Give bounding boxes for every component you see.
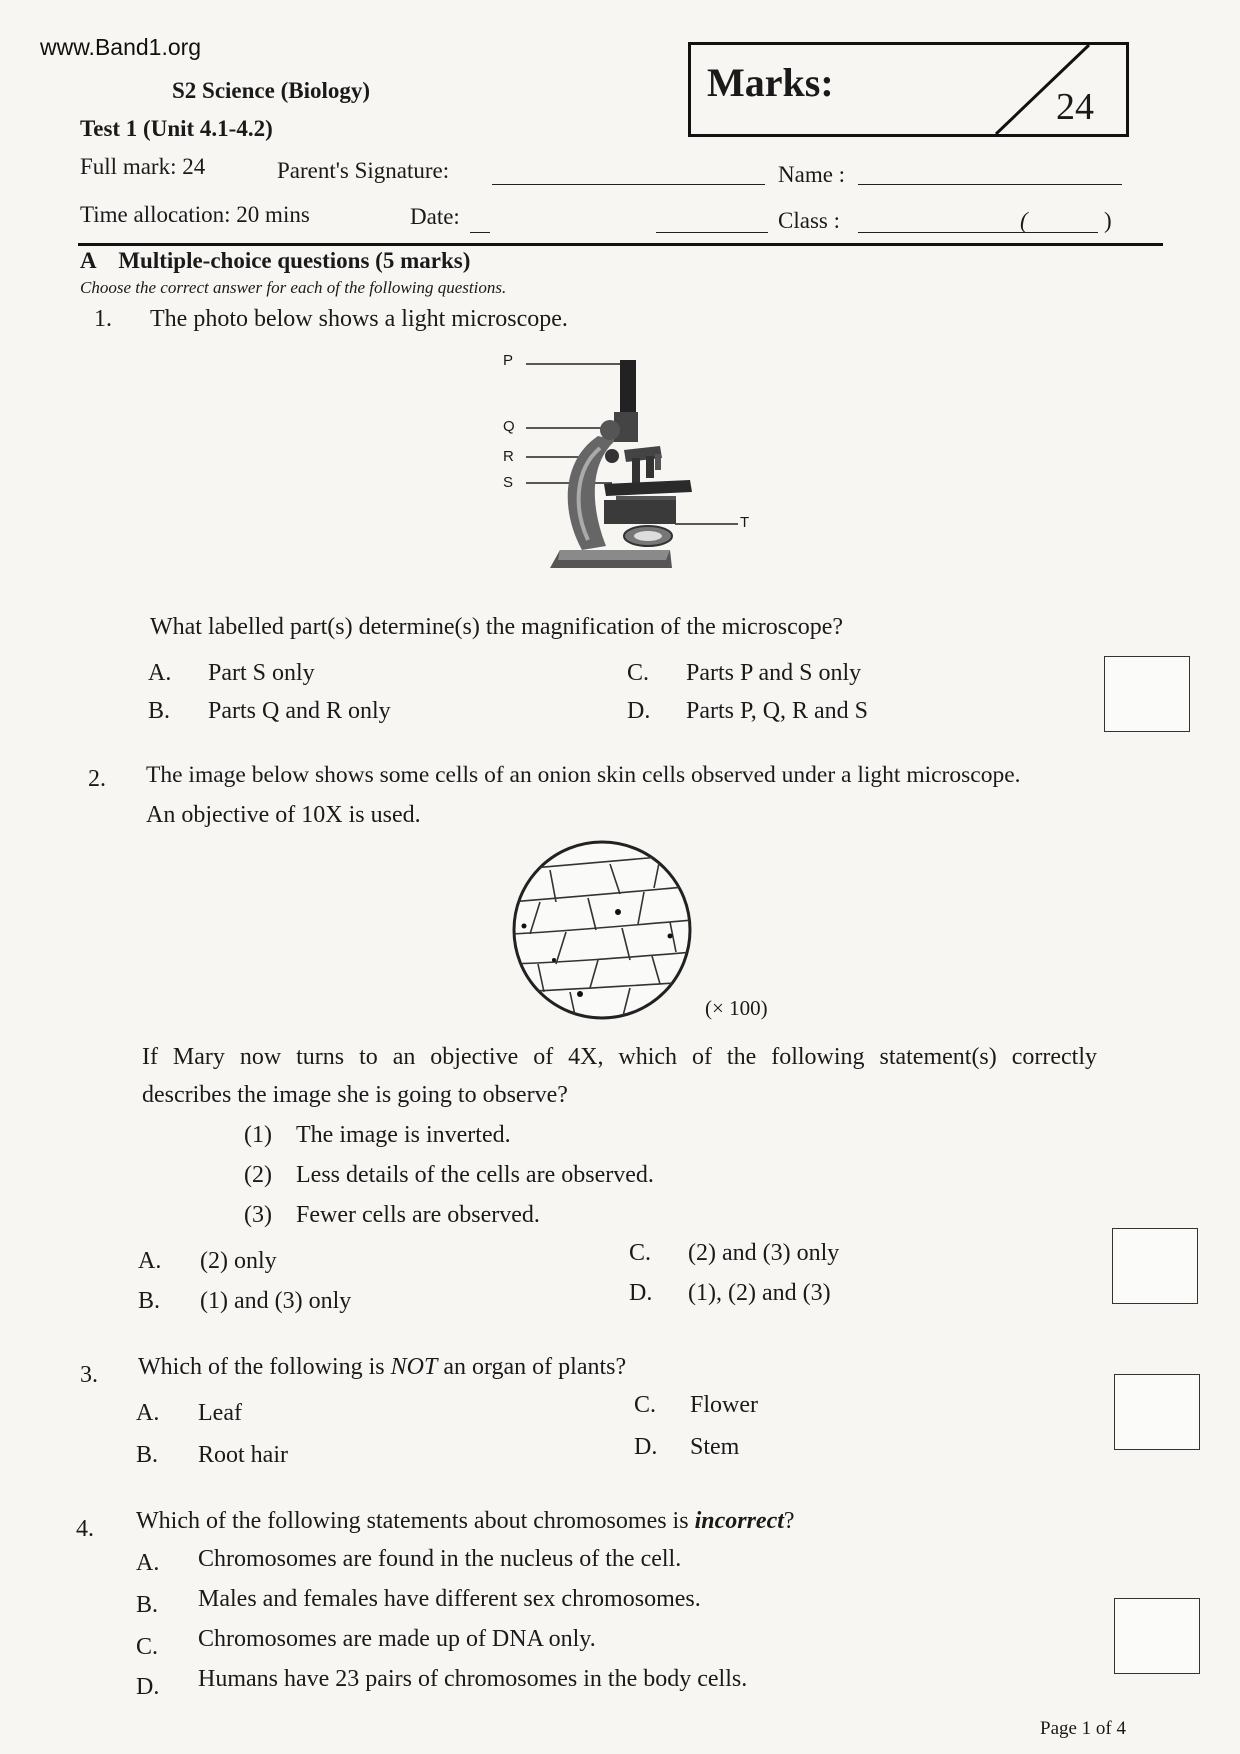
q2-option-b-letter: B. — [138, 1288, 161, 1314]
q2-option-c-letter: C. — [629, 1240, 652, 1266]
microscope-figure — [500, 350, 760, 590]
site-url: www.Band1.org — [40, 34, 202, 60]
class-label: Class : — [778, 208, 840, 233]
marks-total: 24 — [1056, 86, 1094, 128]
marks-box — [688, 42, 1129, 137]
q4-option-d-letter: D. — [136, 1674, 160, 1700]
time-allocation: Time allocation: 20 mins — [80, 202, 310, 227]
q3-option-c-letter: C. — [634, 1392, 657, 1418]
q2-question-line1: If Mary now turns to an objective of 4X, which of the following statement(s) correctly — [142, 1044, 1097, 1070]
class-number-paren-close: ) — [1104, 208, 1112, 233]
q3-option-b[interactable]: Root hair — [198, 1442, 288, 1468]
q4-option-a-letter: A. — [136, 1550, 160, 1576]
q2-question-line2: describes the image she is going to observe? — [142, 1082, 568, 1108]
q2-option-a-letter: A. — [138, 1248, 162, 1274]
q3-option-d-letter: D. — [634, 1434, 658, 1460]
q1-number: 1. — [94, 306, 112, 332]
q1-option-d-letter: D. — [627, 698, 651, 724]
q4-text-emphasis: incorrect — [694, 1508, 784, 1534]
q2-text-line2: An objective of 10X is used. — [146, 802, 421, 828]
q4-number: 4. — [76, 1516, 94, 1542]
header-rule — [78, 243, 1163, 246]
subject-title: S2 Science (Biology) — [172, 78, 371, 103]
date-label: Date: — [410, 204, 460, 229]
parent-signature-label: Parent's Signature: — [277, 158, 450, 183]
parent-signature-line[interactable] — [492, 184, 765, 185]
page-number: Page 1 of 4 — [1040, 1718, 1127, 1739]
q2-statement-2-num: (2) — [244, 1162, 272, 1188]
q2-statement-1-num: (1) — [244, 1122, 272, 1148]
name-label: Name : — [778, 162, 846, 187]
q1-option-d[interactable]: Parts P, Q, R and S — [686, 698, 869, 724]
q1-option-c[interactable]: Parts P and S only — [686, 660, 862, 686]
date-line-2[interactable] — [656, 232, 768, 233]
date-line-1[interactable] — [470, 232, 490, 233]
q3-option-d[interactable]: Stem — [690, 1434, 740, 1460]
q4-option-c-letter: C. — [136, 1634, 159, 1660]
q2-magnification: (× 100) — [705, 996, 768, 1020]
class-number-paren-open: ( — [1020, 208, 1028, 233]
test-title: Test 1 (Unit 4.1-4.2) — [80, 116, 273, 141]
q2-statement-2: Less details of the cells are observed. — [296, 1162, 654, 1188]
name-line[interactable] — [858, 184, 1122, 185]
q4-option-c[interactable]: Chromosomes are made up of DNA only. — [198, 1626, 596, 1652]
q2-answer-box[interactable] — [1112, 1228, 1198, 1304]
q1-answer-box[interactable] — [1104, 656, 1190, 732]
microscope-label-p: P — [503, 352, 514, 369]
q2-statement-3: Fewer cells are observed. — [296, 1202, 540, 1228]
q2-text-line1: The image below shows some cells of an onion skin cells observed under a light microscope. — [146, 762, 1021, 788]
q1-question: What labelled part(s) determine(s) the magnification of the microscope? — [150, 614, 844, 640]
class-line[interactable] — [858, 232, 1098, 233]
q2-option-c[interactable]: (2) and (3) only — [688, 1240, 840, 1266]
q4-text: Which of the following statements about chromosomes is incorrect? — [136, 1508, 795, 1534]
microscope-label-r: R — [503, 448, 514, 465]
q3-number: 3. — [80, 1362, 98, 1388]
marks-label: Marks: — [707, 60, 834, 105]
q4-option-b-letter: B. — [136, 1592, 159, 1618]
q1-option-a[interactable]: Part S only — [208, 660, 315, 686]
q3-answer-box[interactable] — [1114, 1374, 1200, 1450]
q1-option-a-letter: A. — [148, 660, 172, 686]
q2-option-b[interactable]: (1) and (3) only — [200, 1288, 352, 1314]
q3-text-emphasis: NOT — [390, 1354, 438, 1380]
q4-answer-box[interactable] — [1114, 1598, 1200, 1674]
q3-option-b-letter: B. — [136, 1442, 159, 1468]
q3-option-a-letter: A. — [136, 1400, 160, 1426]
q2-statement-3-num: (3) — [244, 1202, 272, 1228]
full-mark: Full mark: 24 — [80, 154, 206, 179]
q4-option-a[interactable]: Chromosomes are found in the nucleus of the cell. — [198, 1546, 682, 1572]
q1-option-b[interactable]: Parts Q and R only — [208, 698, 391, 724]
q4-option-d[interactable]: Humans have 23 pairs of chromosomes in the body cells. — [198, 1666, 748, 1692]
q2-number: 2. — [88, 766, 106, 792]
q1-option-c-letter: C. — [627, 660, 650, 686]
q2-option-d[interactable]: (1), (2) and (3) — [688, 1280, 831, 1306]
q4-option-b[interactable]: Males and females have different sex chromosomes. — [198, 1586, 701, 1612]
q1-option-b-letter: B. — [148, 698, 171, 724]
q2-option-d-letter: D. — [629, 1280, 653, 1306]
microscope-label-t: T — [740, 514, 750, 531]
q3-option-c[interactable]: Flower — [690, 1392, 758, 1418]
section-title: A Multiple-choice questions (5 marks) — [80, 248, 471, 273]
microscope-label-q: Q — [503, 418, 515, 435]
q3-text: Which of the following is NOT an organ of plants? — [138, 1354, 627, 1380]
q1-text: The photo below shows a light microscope. — [150, 306, 568, 332]
section-instruction: Choose the correct answer for each of the following questions. — [80, 278, 507, 297]
onion-cells-figure — [510, 840, 694, 1020]
microscope-label-s: S — [503, 474, 514, 491]
q2-statement-1: The image is inverted. — [296, 1122, 511, 1148]
q3-option-a[interactable]: Leaf — [198, 1400, 242, 1426]
q2-option-a[interactable]: (2) only — [200, 1248, 277, 1274]
